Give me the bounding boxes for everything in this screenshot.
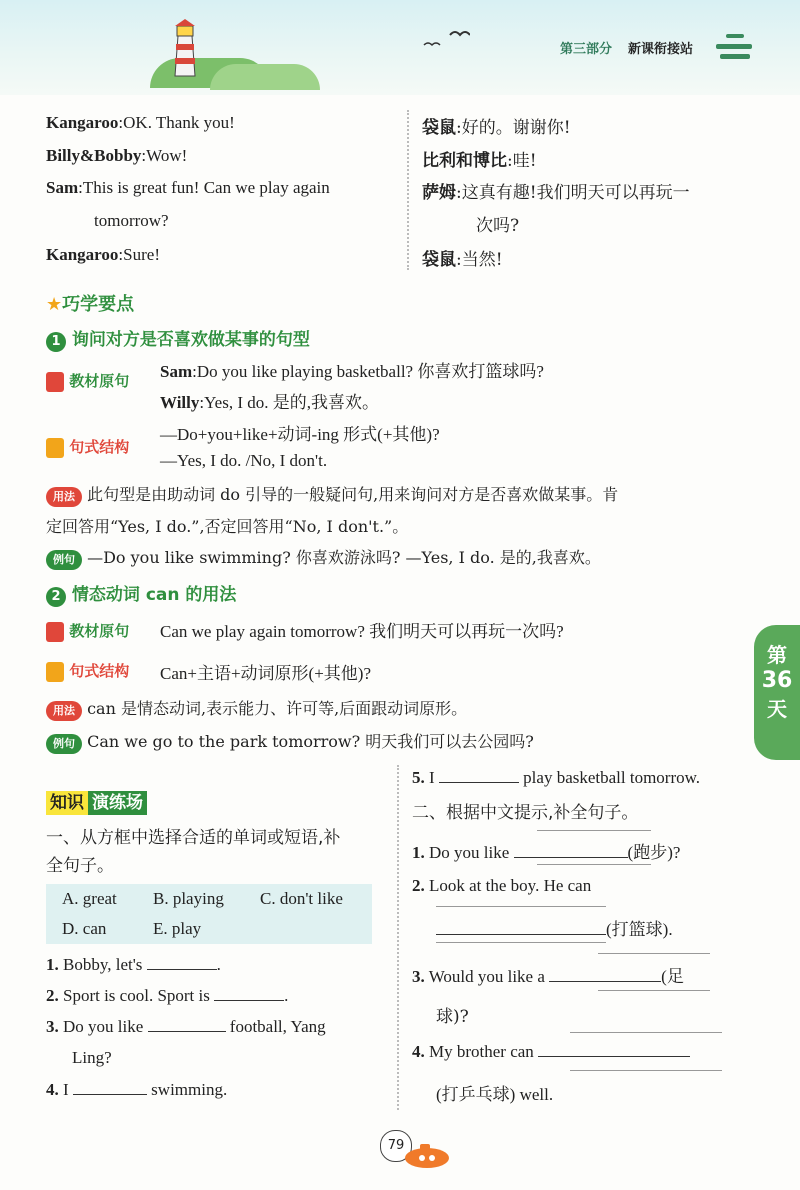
structure-label: 句式结构 <box>46 660 129 682</box>
answer-blank[interactable] <box>148 1031 226 1032</box>
day-tab-number: 36 <box>761 668 793 693</box>
day-tab-text: 第 <box>767 643 787 667</box>
source-label: 教材原句 <box>46 620 129 642</box>
pencil-icon <box>46 438 64 458</box>
answer-blank[interactable] <box>214 1000 284 1001</box>
answer-blank[interactable] <box>439 782 519 783</box>
question-cont: 球)? <box>436 1007 469 1027</box>
dialogue-line-en-cont: tomorrow? <box>94 211 169 230</box>
structure-line: —Do+you+like+动词-ing 形式(+其他)? <box>160 425 440 444</box>
answer-blank[interactable] <box>538 1056 690 1057</box>
dialogue-line-en: Sam:This is great fun! Can we play again <box>46 178 330 197</box>
writing-line <box>570 1032 722 1033</box>
header-logo-icon <box>712 30 757 65</box>
writing-line <box>537 864 651 865</box>
point-2-title: 2 情态动词 can 的用法 <box>46 580 236 607</box>
part2-title: 二、根据中文提示,补全句子。 <box>412 803 639 823</box>
pencil-icon <box>46 662 64 682</box>
option: C. don't like <box>260 889 343 908</box>
birds-icon <box>420 25 470 55</box>
writing-line <box>436 906 606 907</box>
writing-line <box>570 1070 722 1071</box>
practice-header: 知识 演练场 <box>46 788 147 813</box>
question-cont: (打篮球). <box>436 915 673 940</box>
usage-text-cont: 定回答用“Yes, I do.”,否定回答用“No, I don't.”。 <box>46 517 409 536</box>
source-label: 教材原句 <box>46 370 129 392</box>
lighthouse-icon <box>160 18 210 78</box>
option: A. great <box>62 889 117 908</box>
star-icon: ★ <box>46 294 63 315</box>
dialogue-line-zh: 萨姆:这真有趣!我们明天可以再玩一 <box>422 183 690 203</box>
day-tab <box>754 625 800 760</box>
part1-title: 一、从方框中选择合适的单词或短语,补 <box>46 828 341 848</box>
submarine-icon <box>402 1138 452 1170</box>
structure-label: 句式结构 <box>46 436 129 458</box>
day-tab-text: 天 <box>767 697 787 721</box>
answer-blank[interactable] <box>436 934 606 935</box>
source-line: Can we play again tomorrow? 我们明天可以再玩一次吗? <box>160 622 564 641</box>
dialogue-line-zh: 袋鼠:好的。谢谢你! <box>422 118 571 138</box>
question: 4. My brother can <box>412 1042 690 1062</box>
option: D. can <box>62 919 107 938</box>
question: 3. Do you like football, Yang <box>46 1017 326 1036</box>
structure-line: —Yes, I do. /No, I don't. <box>160 451 328 470</box>
option: B. playing <box>153 889 224 908</box>
example-text: 例句 Can we go to the park tomorrow? 明天我们可以去公园吗? <box>46 729 534 754</box>
dialogue-line-en: Kangaroo:Sure! <box>46 245 160 264</box>
example-text: 例句 —Do you like swimming? 你喜欢游泳吗? —Yes, I do. 是的,我喜欢。 <box>46 545 601 570</box>
point-1-title: 1 询问对方是否喜欢做某事的句型 <box>46 325 310 352</box>
column-divider <box>397 765 399 1110</box>
key-points-title: ★巧学要点 <box>46 294 135 315</box>
writing-line <box>537 830 651 831</box>
part1-title-cont: 全句子。 <box>46 856 114 876</box>
answer-blank[interactable] <box>514 857 628 858</box>
question: 1. Do you like (跑步)? <box>412 843 681 862</box>
answer-blank[interactable] <box>549 981 661 982</box>
writing-line <box>598 990 710 991</box>
writing-line <box>436 942 606 943</box>
structure-line: Can+主语+动词原形(+其他)? <box>160 664 372 683</box>
answer-blank[interactable] <box>147 969 217 970</box>
source-line: Sam:Do you like playing basketball? 你喜欢打篮球吗? <box>160 362 544 381</box>
writing-line <box>598 953 710 954</box>
column-divider <box>407 110 409 270</box>
question: 2. Look at the boy. He can <box>412 876 592 895</box>
usage-text: 用法 can 是情态动词,表示能力、许可等,后面跟动词原形。 <box>46 696 467 721</box>
dialogue-line-zh: 比利和博比:哇! <box>422 151 537 171</box>
header-title: 新课衔接站 <box>628 42 694 57</box>
usage-text: 用法 此句型是由助动词 do 引导的一般疑问句,用来询问对方是否喜欢做某事。肯 <box>46 482 746 507</box>
question-cont: Ling? <box>72 1048 112 1067</box>
answer-blank[interactable] <box>73 1094 147 1095</box>
question: 3. Would you like a (足 <box>412 967 684 986</box>
question: 2. Sport is cool. Sport is . <box>46 986 289 1005</box>
dialogue-line-en: Billy&Bobby:Wow! <box>46 146 188 165</box>
question: 5. I play basketball tomorrow. <box>412 768 701 787</box>
dialogue-line-zh-cont: 次吗? <box>476 216 520 236</box>
dialogue-line-zh: 袋鼠:当然! <box>422 250 503 270</box>
question: 1. Bobby, let's . <box>46 955 221 974</box>
question: 4. I swimming. <box>46 1080 228 1099</box>
hill-illustration <box>210 64 320 90</box>
page-number: 79 <box>380 1130 412 1162</box>
header-section: 第三部分 <box>560 42 613 57</box>
option: E. play <box>153 919 202 938</box>
dialogue-line-en: Kangaroo:OK. Thank you! <box>46 113 235 132</box>
question-cont: (打乒乓球) well. <box>436 1085 554 1104</box>
book-icon <box>46 372 64 392</box>
book-icon <box>46 622 64 642</box>
source-line: Willy:Yes, I do. 是的,我喜欢。 <box>160 393 380 412</box>
